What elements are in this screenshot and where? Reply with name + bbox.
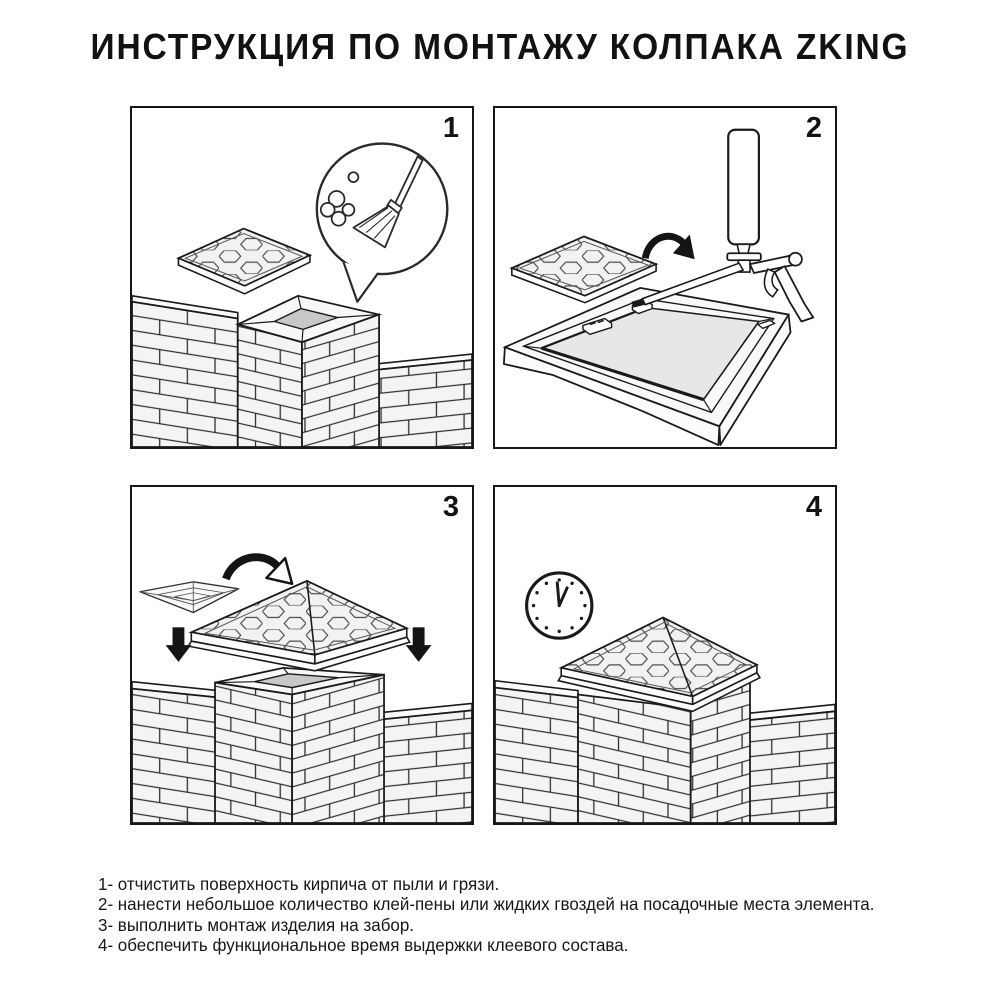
step-number: 4 (805, 491, 822, 523)
speech-bubble (317, 144, 447, 302)
down-arrow-icon (406, 627, 432, 662)
brick-wall-left (132, 296, 238, 447)
instruction-line-2: 2- нанести небольшое количество клей-пены или жидких гвоздей на посадочные места элемента. (98, 894, 875, 915)
down-arrow-icon (166, 627, 192, 662)
instruction-line-3: 3- выполнить монтаж изделия на забор. (98, 914, 415, 935)
brick-pillar (238, 296, 379, 447)
brick-wall-left (495, 681, 578, 823)
step-panel-4 (493, 485, 837, 825)
cap-floating (178, 229, 309, 294)
step-number: 1 (442, 112, 459, 144)
step-number: 2 (805, 112, 822, 144)
instruction-line-4: 4- обеспечить функциональное время выдержки клеевого состава. (98, 935, 629, 956)
flip-arrow-icon (645, 235, 694, 260)
instructions-list (98, 874, 874, 956)
step-panel-2 (493, 106, 837, 449)
step-panel-1 (130, 106, 474, 449)
cap-underside-tray (504, 288, 791, 445)
brick-pillar (215, 668, 384, 823)
clock-minute-hand (557, 583, 559, 606)
flip-arrow-icon (226, 557, 292, 584)
step-number: 3 (442, 491, 459, 523)
instruction-line-1: 1- отчистить поверхность кирпича от пыли и грязи. (98, 874, 500, 894)
step1-illustration (132, 108, 472, 447)
cap-underside-small (140, 582, 239, 613)
clock-icon (527, 573, 592, 638)
step2-illustration (495, 108, 835, 447)
step-panel-3 (130, 485, 474, 825)
step3-illustration (132, 487, 472, 823)
foam-gun-icon (631, 130, 813, 322)
step4-illustration (495, 487, 835, 823)
brick-wall-left (132, 682, 228, 823)
foam-canister (728, 130, 759, 245)
page-title: ИНСТРУКЦИЯ ПО МОНТАЖУ КОЛПАКА ZKING (90, 26, 910, 67)
